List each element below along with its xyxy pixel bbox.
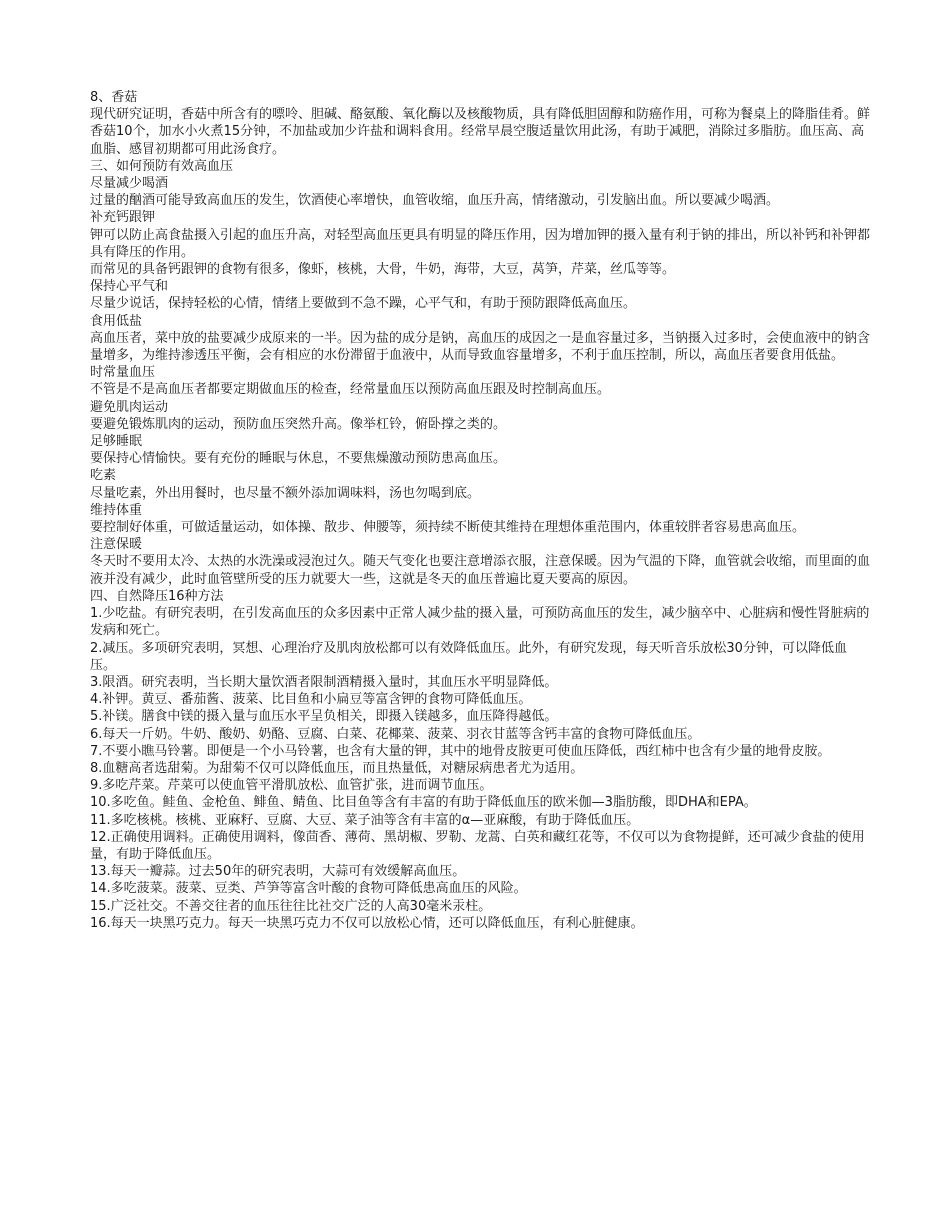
list-item: 7.不要小瞧马铃薯。即便是一个小马铃薯，也含有大量的钾，其中的地骨皮胺更可使血压降低，西红柿中也含有少量的地骨皮胺。 — [90, 743, 831, 759]
subheading: 尽量减少喝酒 — [90, 176, 169, 192]
paragraph: 高血压者，菜中放的盐要减少成原来的一半。因为盐的成分是钠，高血压的成因之一是血容量过多，当钠摄入过多时，会使血液中的钠含量增多，为维持渗透压平衡，会有相应的水份滞留于血液中，从而导致血容量增多，不利于血压控制，所以，高血压者要食用低盐。 — [90, 330, 871, 364]
subheading: 足够睡眠 — [90, 434, 143, 450]
list-item: 15.广泛社交。不善交往者的血压往往比社交广泛的人高30毫米汞柱。 — [90, 898, 492, 914]
section-heading-prevention: 三、如何预防有效高血压 — [90, 158, 234, 174]
section-heading-mushroom: 8、香菇 — [90, 90, 138, 105]
subheading: 避免肌肉运动 — [90, 399, 169, 415]
paragraph: 尽量少说话，保持轻松的心情，情绪上要做到不急不躁，心平气和，有助于预防跟降低高血压。 — [90, 296, 637, 312]
list-item: 11.多吃核桃。核桃、亚麻籽、豆腐、大豆、菜子油等含有丰富的α—亚麻酸，有助于降低血压。 — [90, 812, 640, 828]
list-item: 12.正确使用调料。正确使用调料，像茴香、薄荷、黑胡椒、罗勒、龙蒿、白英和藏红花等，不仅可以为食物提鲜，还可减少食盐的使用量，有助于降低血压。 — [90, 829, 865, 862]
paragraph: 要保持心情愉快。要有充份的睡眠与休息，不要焦燥激动预防患高血压。 — [90, 451, 507, 467]
document-page — [90, 89, 870, 932]
list-item: 16.每天一块黑巧克力。每天一块黑巧克力不仅可以放松心情，还可以降低血压，有利心脏健康。 — [90, 915, 644, 931]
paragraph: 尽量吃素，外出用餐时，也尽量不额外添加调味料，汤也勿喝到底。 — [90, 485, 481, 501]
subheading: 吃素 — [90, 468, 117, 484]
list-item: 9.多吃芹菜。芹菜可以使血管平滑肌放松、血管扩张，进而调节血压。 — [90, 778, 493, 794]
paragraph: 现代研究证明，香菇中所含有的嘌呤、胆碱、酪氨酸、氧化酶以及核酸物质，具有降低胆固醇和防癌作用，可称为餐桌上的降脂佳肴。鲜香菇10个，加水小火煮15分钟，不加盐或加少许盐和调料食用。经常早晨空腹适量饮用此汤，有助于减肥，消除过多脂肪。血压高、高血脂、感冒初期都可用此汤食疗。 — [90, 107, 871, 157]
list-item: 3.限酒。研究表明，当长期大量饮酒者限制酒精摄入量时，其血压水平明显降低。 — [90, 674, 558, 690]
list-item: 4.补钾。黄豆、番茄酱、菠菜、比目鱼和小扁豆等富含钾的食物可降低血压。 — [90, 692, 532, 708]
subheading: 时常量血压 — [90, 365, 156, 381]
paragraph: 过量的酗酒可能导致高血压的发生，饮酒使心率增快，血管收缩，血压升高，情绪激动，引发脑出血。所以要减少喝酒。 — [90, 193, 780, 209]
paragraph: 要控制好体重，可做适量运动，如体操、散步、伸腰等，须持续不断使其维持在理想体重范围内，体重较胖者容易患高血压。 — [90, 520, 806, 536]
paragraph: 不管是不是高血压者都要定期做血压的检查，经常量血压以预防高血压跟及时控制高血压。 — [90, 382, 611, 398]
list-item: 10.多吃鱼。鲑鱼、金枪鱼、鲱鱼、鲭鱼、比目鱼等含有丰富的有助于降低血压的欧米伽—3脂肪酸，即DHA和EPA。 — [90, 795, 757, 811]
subheading: 维持体重 — [90, 502, 143, 518]
list-item: 5.补镁。膳食中镁的摄入量与血压水平呈负相关，即摄入镁越多，血压降得越低。 — [90, 709, 558, 725]
list-item: 13.每天一瓣蒜。过去50年的研究表明，大蒜可有效缓解高血压。 — [90, 864, 466, 880]
paragraph: 冬天时不要用太冷、太热的水洗澡或浸泡过久。随天气变化也要注意增添衣服，注意保暖。因为气温的下降，血管就会收缩，而里面的血液并没有减少，此时血管壁所受的压力就要大一些，这就是冬天的血压普遍比夏天要高的原因。 — [90, 554, 871, 587]
list-item: 14.多吃菠菜。菠菜、豆类、芦笋等富含叶酸的食物可降低患高血压的风险。 — [90, 881, 527, 897]
list-item: 1.少吃盐。有研究表明，在引发高血压的众多因素中正常人减少盐的摄入量，可预防高血压的发生，减少脑卒中、心脏病和慢性肾脏病的发病和死亡。 — [90, 606, 870, 639]
list-item: 8.血糖高者选甜菊。为甜菊不仅可以降低血压，而且热量低，对糖尿病患者尤为适用。 — [90, 760, 584, 776]
paragraph: 要避免锻炼肌肉的运动，预防血压突然升高。像举杠铃，俯卧撑之类的。 — [90, 416, 507, 432]
list-item: 6.每天一斤奶。牛奶、酸奶、奶酪、豆腐、白菜、花椰菜、菠菜、羽衣甘蓝等含钙丰富的食物可降低血压。 — [90, 726, 701, 742]
paragraph: 钾可以防止高食盐摄入引起的血压升高，对轻型高血压更具有明显的降压作用，因为增加钾的摄入量有利于钠的排出，所以补钙和补钾都具有降压的作用。 — [90, 227, 871, 260]
subheading: 注意保暖 — [90, 537, 143, 553]
list-item: 2.减压。多项研究表明，冥想、心理治疗及肌肉放松都可以有效降低血压。此外，有研究发现，每天听音乐放松30分钟，可以降低血压。 — [90, 640, 847, 673]
subheading: 保持心平气和 — [90, 279, 169, 295]
subheading: 补充钙跟钾 — [90, 210, 156, 226]
section-heading-methods: 四、自然降压16种方法 — [90, 588, 224, 604]
paragraph: 而常见的具备钙跟钾的食物有很多，像虾，核桃，大骨，牛奶，海带，大豆，莴笋，芹菜，丝瓜等等。 — [90, 262, 676, 278]
subheading: 食用低盐 — [90, 313, 143, 329]
